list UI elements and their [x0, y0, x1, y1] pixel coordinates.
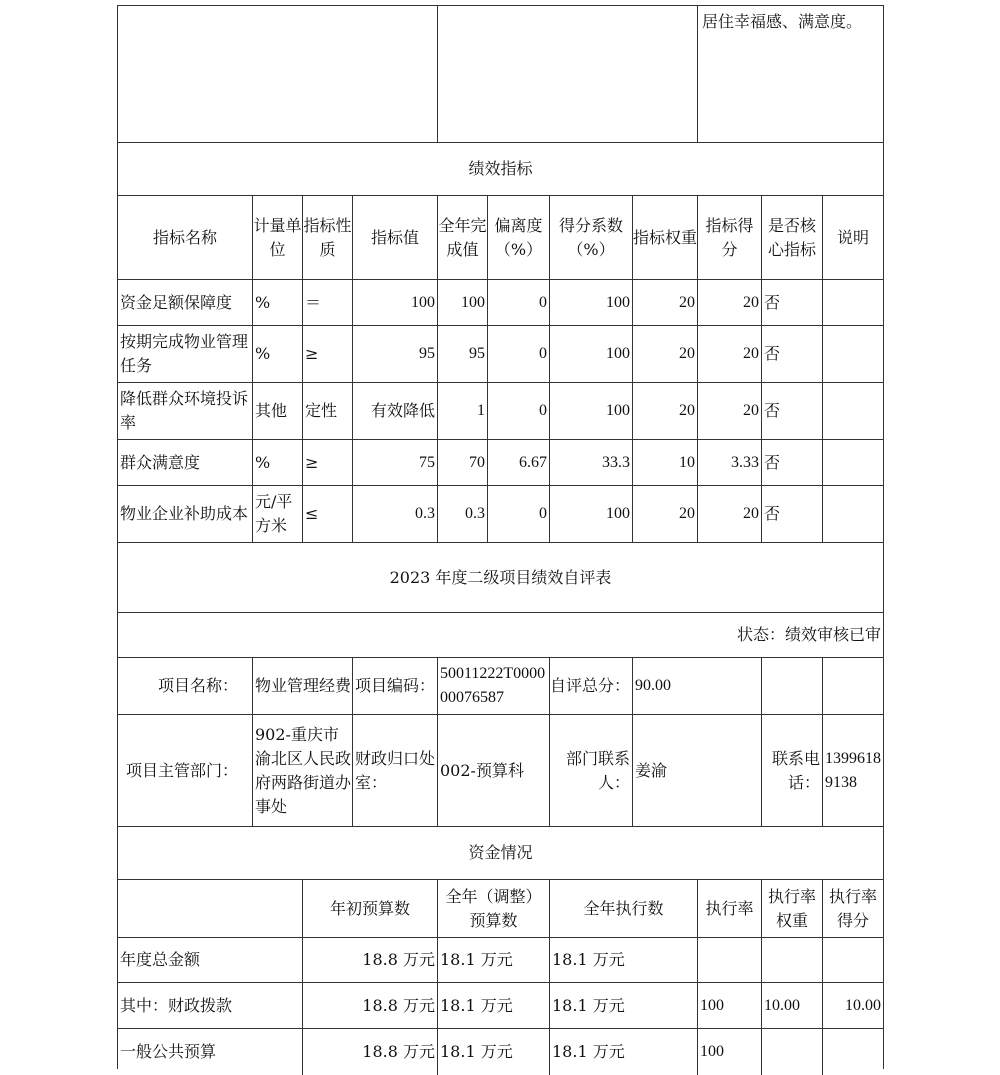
project-empty-2 — [823, 658, 883, 715]
top-fragment-text: 居住幸福感、满意度。 — [702, 12, 863, 31]
perf-row-score: 3.33 — [698, 440, 762, 486]
perf-row-unit: % — [253, 280, 303, 326]
phone-value: 13996189138 — [823, 715, 883, 827]
perf-row-nature: 定性 — [303, 383, 353, 440]
perf-row-done: 70 — [438, 440, 488, 486]
perf-row-weight: 20 — [633, 383, 698, 440]
perf-row-done: 95 — [438, 326, 488, 383]
perf-row-nature: ≥ — [303, 440, 353, 486]
status-row — [118, 613, 883, 658]
perf-row-name: 按期完成物业管理任务 — [118, 326, 253, 383]
perf-row-coef: 100 — [550, 326, 633, 383]
self-score-value: 90.00 — [633, 658, 762, 715]
perf-row-nature: ＝ — [303, 280, 353, 326]
perf-row-score: 20 — [698, 326, 762, 383]
perf-row-value: 有效降低 — [353, 383, 438, 440]
perf-row-unit: 其他 — [253, 383, 303, 440]
perf-row-value: 100 — [353, 280, 438, 326]
funds-row-adjusted: 18.1 万元 — [438, 983, 550, 1029]
perf-row-name: 群众满意度 — [118, 440, 253, 486]
funds-header-executed: 全年执行数 — [550, 880, 698, 938]
perf-header-score: 指标得分 — [698, 196, 762, 280]
funds-row-label: 一般公共预算 — [118, 1029, 303, 1075]
funds-row-adjusted: 18.1 万元 — [438, 938, 550, 983]
perf-row-core: 否 — [762, 326, 823, 383]
funds-row-executed: 18.1 万元 — [550, 983, 698, 1029]
funds-row-initial: 18.8 万元 — [303, 983, 438, 1029]
funds-header-initial: 年初预算数 — [303, 880, 438, 938]
perf-row-dev: 0 — [488, 280, 550, 326]
perf-header-unit: 计量单位 — [253, 196, 303, 280]
perf-row-weight: 20 — [633, 280, 698, 326]
funds-row-score — [823, 1029, 883, 1075]
perf-row-name: 物业企业补助成本 — [118, 486, 253, 543]
perf-row-done: 0.3 — [438, 486, 488, 543]
perf-row-weight: 20 — [633, 486, 698, 543]
perf-header-weight: 指标权重 — [633, 196, 698, 280]
perf-row-dev: 6.67 — [488, 440, 550, 486]
perf-row-value: 75 — [353, 440, 438, 486]
finance-value: 002-预算科 — [438, 715, 550, 827]
perf-row-unit: 元/平方米 — [253, 486, 303, 543]
perf-row-core: 否 — [762, 280, 823, 326]
perf-row-note — [823, 280, 883, 326]
perf-row-done: 1 — [438, 383, 488, 440]
dept-label: 项目主管部门： — [118, 715, 253, 827]
perf-row-coef: 100 — [550, 280, 633, 326]
perf-row-core: 否 — [762, 486, 823, 543]
funds-row-adjusted: 18.1 万元 — [438, 1029, 550, 1075]
perf-row-unit: % — [253, 440, 303, 486]
funds-header-weight: 执行率权重 — [762, 880, 823, 938]
perf-row-nature: ≤ — [303, 486, 353, 543]
status-text: 状态：绩效审核已审 — [736, 625, 881, 644]
phone-label: 联系电话： — [762, 715, 823, 827]
perf-row-value: 0.3 — [353, 486, 438, 543]
project-code-label: 项目编码： — [353, 658, 438, 715]
perf-header-done: 全年完成值 — [438, 196, 488, 280]
funds-header-score: 执行率得分 — [823, 880, 883, 938]
funds-row-executed: 18.1 万元 — [550, 1029, 698, 1075]
perf-row-note — [823, 440, 883, 486]
project-name-label: 项目名称： — [118, 658, 253, 715]
perf-header-name: 指标名称 — [118, 196, 253, 280]
perf-row-note — [823, 326, 883, 383]
dept-value: 902-重庆市渝北区人民政府两路街道办事处 — [253, 715, 353, 827]
project-name-value: 物业管理经费 — [253, 658, 353, 715]
perf-header-note: 说明 — [823, 196, 883, 280]
funds-row-rate: 100 — [698, 983, 762, 1029]
perf-row-coef: 100 — [550, 486, 633, 543]
top-cell-2 — [438, 6, 698, 143]
funds-row-label: 年度总金额 — [118, 938, 303, 983]
perf-row-name: 降低群众环境投诉率 — [118, 383, 253, 440]
finance-label: 财政归口处室： — [353, 715, 438, 827]
funds-header-label — [118, 880, 303, 938]
perf-row-unit: % — [253, 326, 303, 383]
funds-row-initial: 18.8 万元 — [303, 938, 438, 983]
perf-row-core: 否 — [762, 440, 823, 486]
funds-row-weight — [762, 1029, 823, 1075]
perf-row-value: 95 — [353, 326, 438, 383]
perf-row-weight: 20 — [633, 326, 698, 383]
perf-header-core: 是否核心指标 — [762, 196, 823, 280]
top-cell-3 — [698, 6, 883, 143]
contact-value: 姜渝 — [633, 715, 762, 827]
perf-row-score: 20 — [698, 280, 762, 326]
perf-row-score: 20 — [698, 383, 762, 440]
funds-row-rate — [698, 938, 762, 983]
perf-row-coef: 100 — [550, 383, 633, 440]
perf-row-dev: 0 — [488, 486, 550, 543]
perf-row-dev: 0 — [488, 383, 550, 440]
perf-row-score: 20 — [698, 486, 762, 543]
top-cell-1 — [118, 6, 438, 143]
performance-sheet — [117, 5, 884, 1069]
contact-label: 部门联系人： — [550, 715, 633, 827]
funds-section-title: 资金情况 — [118, 827, 883, 880]
funds-row-label: 其中：财政拨款 — [118, 983, 303, 1029]
perf-row-coef: 33.3 — [550, 440, 633, 486]
perf-row-nature: ≥ — [303, 326, 353, 383]
funds-header-adjusted: 全年（调整）预算数 — [438, 880, 550, 938]
funds-row-rate: 100 — [698, 1029, 762, 1075]
funds-row-executed: 18.1 万元 — [550, 938, 698, 983]
perf-header-coef: 得分系数（%） — [550, 196, 633, 280]
perf-section-title: 绩效指标 — [118, 143, 883, 196]
perf-row-core: 否 — [762, 383, 823, 440]
perf-row-note — [823, 486, 883, 543]
perf-header-value: 指标值 — [353, 196, 438, 280]
funds-row-initial: 18.8 万元 — [303, 1029, 438, 1075]
project-code-value: 50011222T000000076587 — [438, 658, 550, 715]
perf-row-name: 资金足额保障度 — [118, 280, 253, 326]
funds-row-score: 10.00 — [823, 983, 883, 1029]
funds-row-weight: 10.00 — [762, 983, 823, 1029]
form-title: 2023 年度二级项目绩效自评表 — [118, 543, 883, 613]
perf-row-dev: 0 — [488, 326, 550, 383]
perf-row-done: 100 — [438, 280, 488, 326]
perf-row-weight: 10 — [633, 440, 698, 486]
self-score-label: 自评总分： — [550, 658, 633, 715]
perf-header-nature: 指标性质 — [303, 196, 353, 280]
perf-row-note — [823, 383, 883, 440]
funds-header-rate: 执行率 — [698, 880, 762, 938]
funds-row-weight — [762, 938, 823, 983]
perf-header-dev: 偏离度（%） — [488, 196, 550, 280]
funds-row-score — [823, 938, 883, 983]
project-empty-1 — [762, 658, 823, 715]
